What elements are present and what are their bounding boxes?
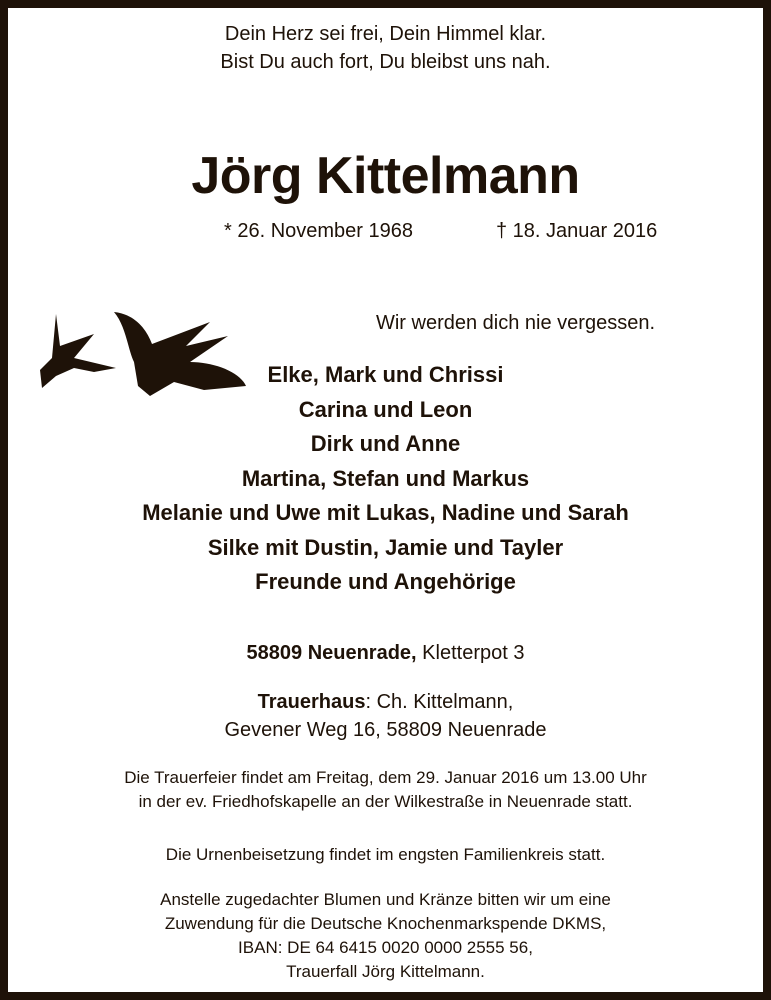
address-city: 58809 Neuenrade,: [246, 642, 417, 664]
verse-line: Dein Herz sei frei, Dein Himmel klar.: [224, 23, 547, 45]
family-member: Carina und Leon: [298, 396, 473, 422]
death-date: † 18. Januar 2016: [496, 220, 658, 242]
memory-line: Wir werden dich nie vergessen.: [375, 312, 655, 334]
family-member: Silke mit Dustin, Jamie und Tayler: [207, 534, 564, 560]
trauerhaus-name: : Ch. Kittelmann,: [365, 691, 514, 713]
donation-line: Anstelle zugedachter Blumen und Kränze bitten wir um eine: [160, 890, 611, 909]
family-member: Martina, Stefan und Markus: [241, 465, 530, 491]
trauerhaus: [8, 688, 763, 744]
donation-line: IBAN: DE 64 6415 0020 0000 2555 56,: [238, 938, 533, 957]
obituary-card: [8, 8, 763, 992]
family-member: Freunde und Angehörige: [255, 569, 516, 594]
birth-date: * 26. November 1968: [224, 220, 414, 242]
address: [8, 642, 763, 665]
address-street: Kletterpot 3: [416, 642, 525, 664]
family-member: Melanie und Uwe mit Lukas, Nadine und Sarah: [142, 500, 629, 525]
deceased-name: Jörg Kittelmann: [191, 147, 580, 205]
ceremony-line: Die Trauerfeier findet am Freitag, dem 29. Januar 2016 um 13.00 Uhr: [124, 768, 647, 787]
donation-info: [8, 888, 763, 984]
ceremony-line: in der ev. Friedhofskapelle an der Wilkestraße in Neuenrade statt.: [138, 792, 633, 811]
verse-line: Bist Du auch fort, Du bleibst uns nah.: [220, 51, 551, 73]
donation-line: Zuwendung für die Deutsche Knochenmarkspende DKMS,: [164, 914, 607, 933]
family-member: Dirk und Anne: [310, 431, 461, 456]
donation-line: Trauerfall Jörg Kittelmann.: [286, 962, 485, 981]
trauerhaus-address: Gevener Weg 16, 58809 Neuenrade: [224, 719, 547, 741]
ceremony-info: [8, 766, 763, 814]
verse: [8, 20, 763, 76]
urn-info: Die Urnenbeisetzung findet im engsten Familienkreis statt.: [165, 845, 606, 864]
family-member: Elke, Mark und Chrissi: [267, 362, 504, 387]
trauerhaus-label: Trauerhaus: [257, 691, 366, 713]
family-list: [8, 358, 763, 600]
